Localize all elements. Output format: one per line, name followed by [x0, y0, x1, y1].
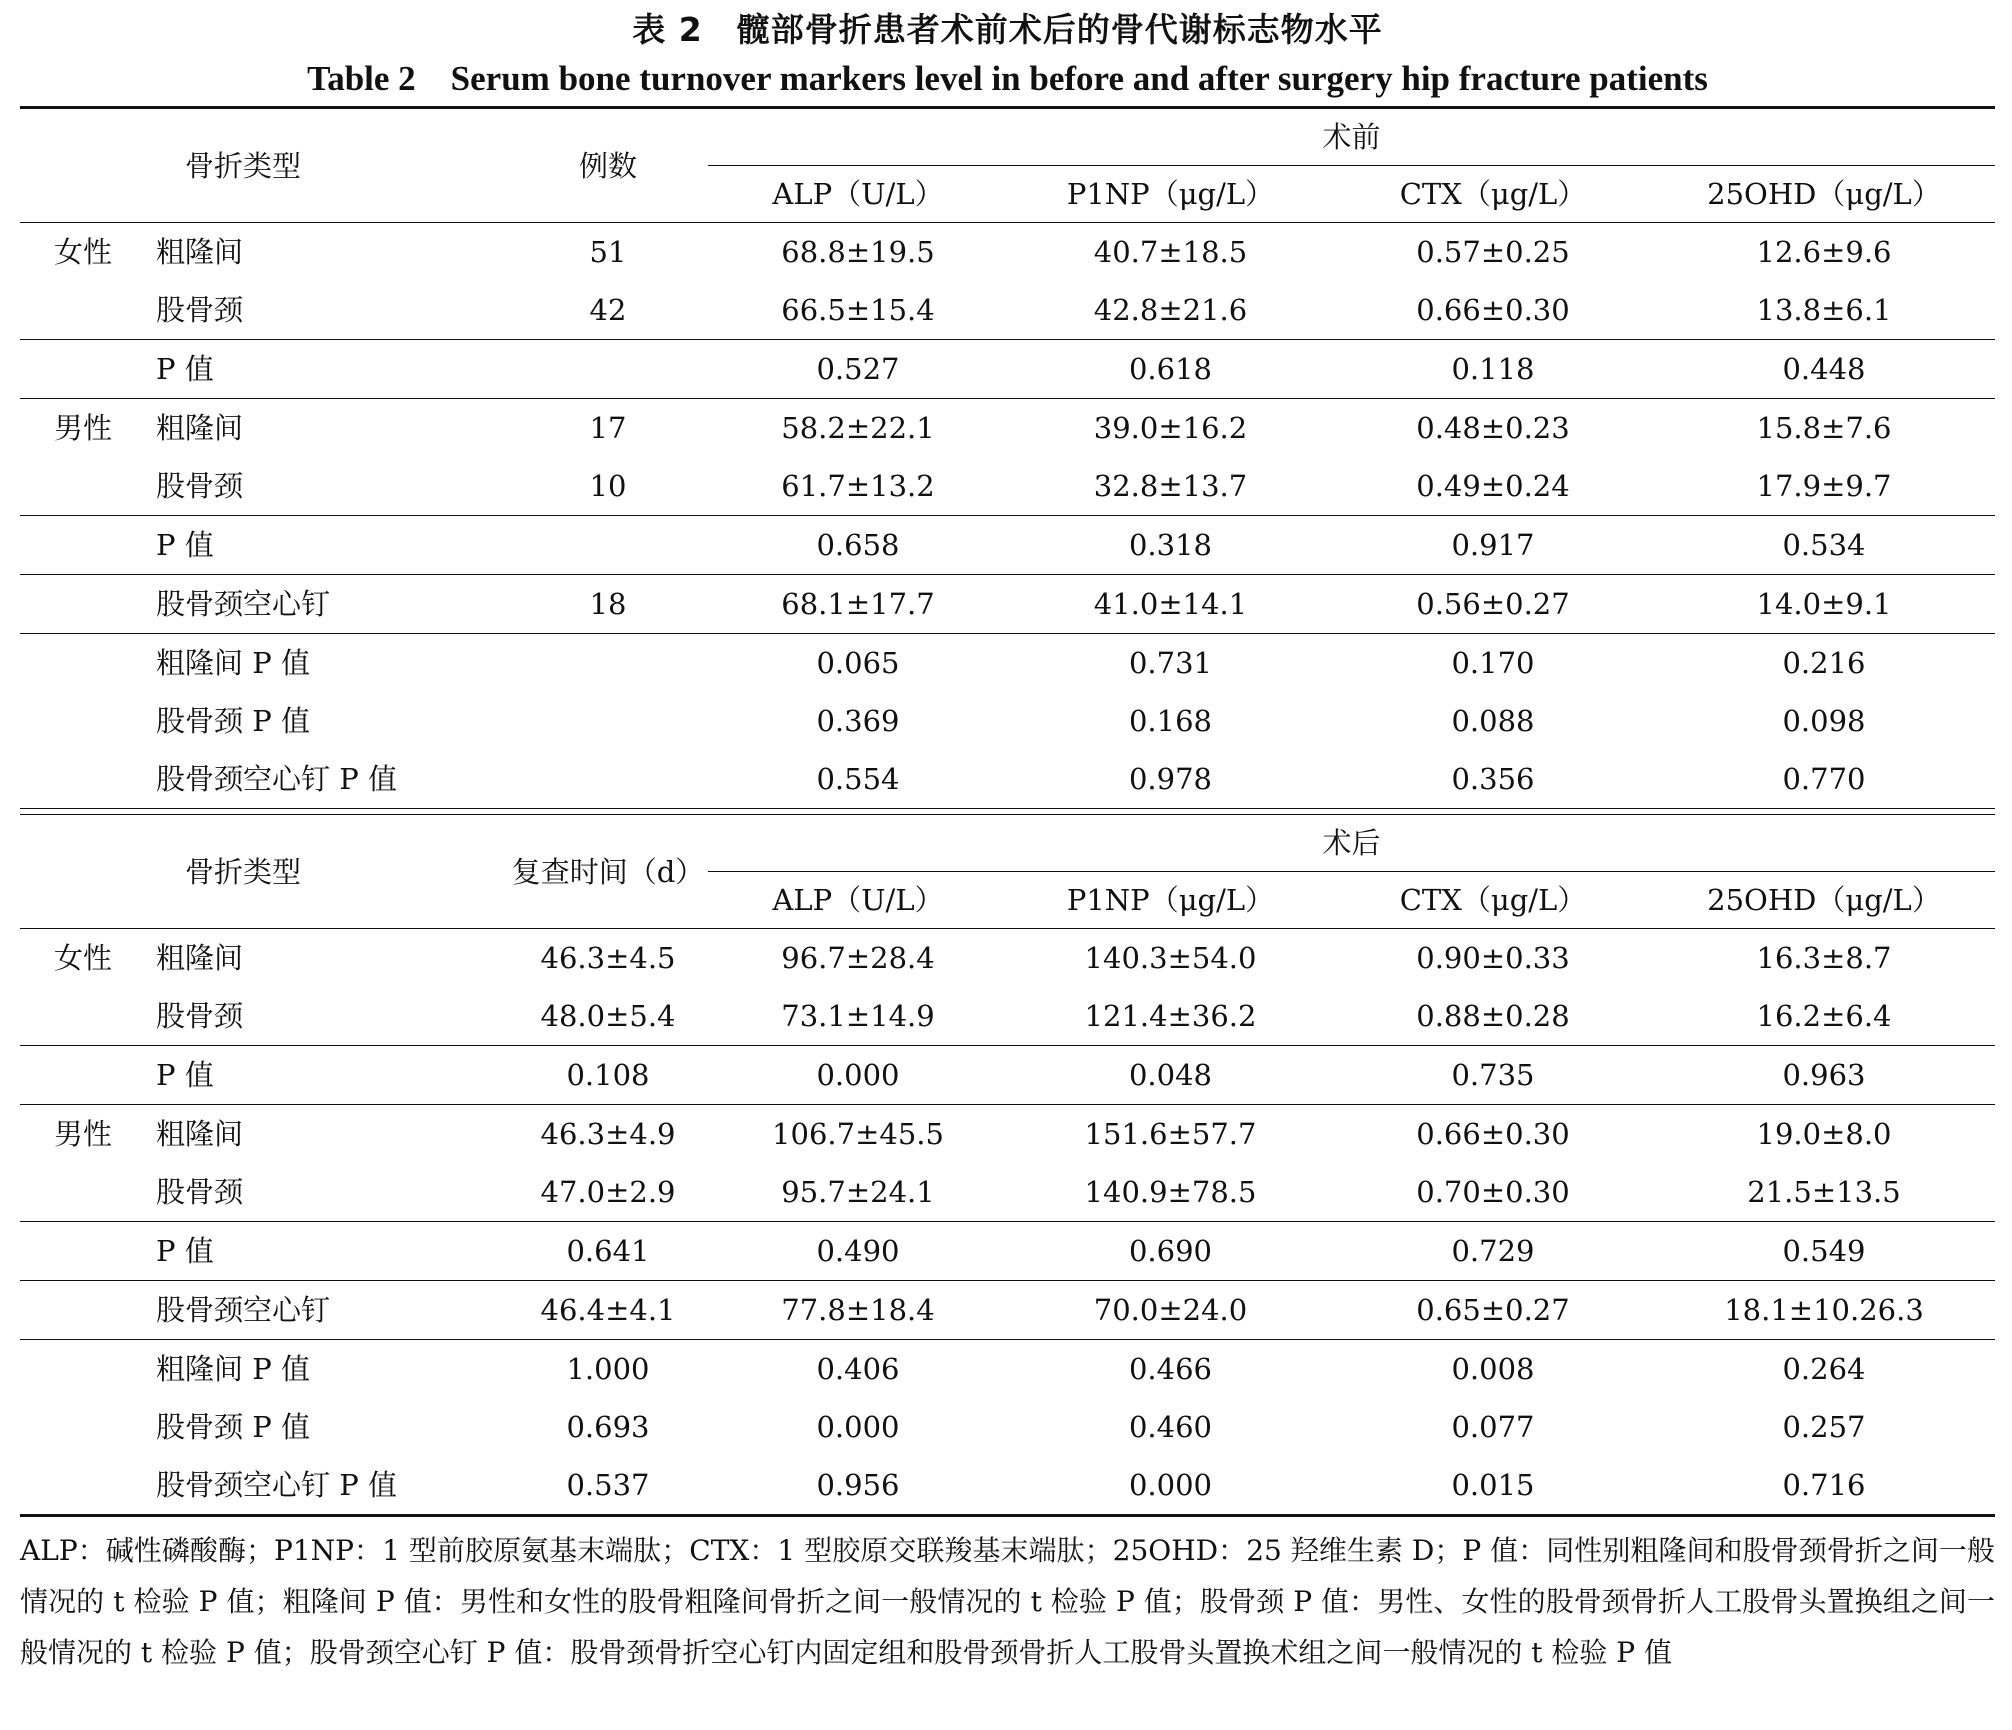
gender-cell	[20, 1046, 148, 1105]
fracture-type-cell: P 值	[148, 340, 508, 399]
value-cell: 0.554	[816, 762, 900, 796]
table-row	[20, 281, 1995, 340]
column-header: P1NP（μg/L）	[1066, 177, 1275, 211]
column-header: ALP（U/L）	[772, 883, 944, 917]
value-cell: 0.731	[1008, 634, 1333, 693]
time-cell: 0.641	[508, 1222, 708, 1281]
value-cell: 0.015	[1333, 1456, 1653, 1516]
fracture-type-cell: 粗隆间	[148, 399, 508, 458]
gender-cell	[20, 457, 148, 516]
value-cell: 61.7±13.2	[781, 469, 935, 503]
count-cell: 10	[589, 469, 627, 503]
value-cell: 0.356	[1451, 762, 1535, 796]
value-cell: 0.490	[708, 1222, 1008, 1281]
table-title-en: Table 2 Serum bone turnover markers level in before and after surgery hip fracture patients	[307, 59, 1708, 98]
value-cell: 39.0±16.2	[1008, 399, 1333, 458]
table-row	[20, 634, 1995, 693]
value-cell: 0.318	[1008, 516, 1333, 575]
fracture-type-cell: 股骨颈	[156, 999, 244, 1033]
count-cell: 51	[508, 223, 708, 282]
table-row	[20, 929, 1995, 988]
time-cell: 0.108	[508, 1046, 708, 1105]
value-cell: 0.527	[708, 340, 1008, 399]
gender-cell	[20, 575, 148, 634]
gender-cell	[20, 281, 148, 340]
count-cell	[508, 750, 708, 809]
value-cell: 0.90±0.33	[1333, 929, 1653, 988]
value-cell: 0.466	[1008, 1340, 1333, 1399]
gender-cell	[20, 634, 148, 693]
value-cell: 0.000	[816, 1410, 900, 1444]
type-header: 骨折类型	[20, 108, 508, 223]
count-header: 例数	[508, 108, 708, 223]
table-row	[20, 750, 1995, 809]
time-cell: 46.3±4.5	[508, 929, 708, 988]
value-cell: 0.618	[1008, 340, 1333, 399]
count-cell: 42	[589, 293, 627, 327]
value-cell: 140.3±54.0	[1008, 929, 1333, 988]
count-cell: 17	[508, 399, 708, 458]
value-cell: 0.65±0.27	[1333, 1281, 1653, 1340]
value-cell: 0.168	[1128, 704, 1213, 738]
value-cell: 0.49±0.24	[1416, 469, 1570, 503]
value-cell: 106.7±45.5	[708, 1105, 1008, 1164]
gender-cell	[20, 1281, 148, 1340]
table-row	[20, 1105, 1995, 1164]
time-cell: 0.537	[508, 1456, 708, 1516]
column-header: ALP（U/L）	[772, 177, 944, 211]
value-cell: 0.48±0.23	[1333, 399, 1653, 458]
fracture-type-cell: P 值	[148, 1046, 508, 1105]
table-row	[20, 516, 1995, 575]
value-cell: 19.0±8.0	[1653, 1105, 1995, 1164]
count-cell	[508, 340, 708, 399]
fracture-type-cell: 股骨颈空心钉	[148, 575, 508, 634]
column-header: 25OHD（μg/L）	[1707, 177, 1941, 211]
value-cell: 0.56±0.27	[1333, 575, 1653, 634]
table-row	[20, 987, 1995, 1046]
fracture-type-cell: 粗隆间	[148, 929, 508, 988]
value-cell: 13.8±6.1	[1756, 293, 1892, 327]
value-cell: 140.9±78.5	[1084, 1175, 1257, 1209]
value-cell: 0.406	[708, 1340, 1008, 1399]
fracture-type-cell: 粗隆间 P 值	[148, 634, 508, 693]
value-cell: 0.534	[1653, 516, 1995, 575]
value-cell: 42.8±21.6	[1093, 293, 1248, 327]
gender-cell	[20, 1340, 148, 1399]
value-cell: 12.6±9.6	[1653, 223, 1995, 282]
value-cell: 0.716	[1653, 1456, 1995, 1516]
gender-cell	[20, 1222, 148, 1281]
value-cell: 0.098	[1782, 704, 1866, 738]
time-cell: 46.3±4.9	[508, 1105, 708, 1164]
gender-cell	[20, 987, 148, 1046]
table-footnote: ALP：碱性磷酸酶；P1NP：1 型前胶原氨基末端肽；CTX：1 型胶原交联羧基末端肽；25OHD：25 羟维生素 D；P 值：同性别粗隆间和股骨颈骨折之间一般情况的 t 检验 P 值；粗隆间 P 值：男性和女性的股骨粗隆间骨折之间一般情况的 t 检验 P 值；股骨颈 P 值：男性、女性的股骨颈骨折人工股骨头置换组之间一般情况的 t 检验 P 值；股骨颈空心钉 P 值：股骨颈骨折空心钉内固定组和股骨颈骨折人工股骨头置换术组之间一般情况的 t 检验 P 值	[20, 1534, 1995, 1669]
value-cell: 0.66±0.30	[1416, 293, 1570, 327]
value-cell: 58.2±22.1	[708, 399, 1008, 458]
value-cell: 14.0±9.1	[1653, 575, 1995, 634]
value-cell: 0.917	[1333, 516, 1653, 575]
value-cell: 96.7±28.4	[708, 929, 1008, 988]
value-cell: 16.3±8.7	[1653, 929, 1995, 988]
table-row	[20, 1163, 1995, 1222]
value-cell: 0.000	[1008, 1456, 1333, 1516]
time-cell: 1.000	[508, 1340, 708, 1399]
table-row	[20, 1456, 1995, 1516]
time-cell: 48.0±5.4	[540, 999, 676, 1033]
value-cell: 0.66±0.30	[1333, 1105, 1653, 1164]
fracture-type-cell: 股骨颈 P 值	[156, 704, 310, 738]
value-cell: 0.448	[1653, 340, 1995, 399]
gender-cell: 男性	[20, 399, 148, 458]
value-cell: 0.369	[816, 704, 900, 738]
value-cell: 95.7±24.1	[781, 1175, 935, 1209]
table-row	[20, 457, 1995, 516]
value-cell: 0.264	[1653, 1340, 1995, 1399]
table-row	[20, 575, 1995, 634]
time-cell: 46.4±4.1	[508, 1281, 708, 1340]
column-header: P1NP（μg/L）	[1066, 883, 1275, 917]
time-header: 复查时间（d）	[511, 854, 705, 889]
value-cell: 0.216	[1653, 634, 1995, 693]
column-header: CTX（μg/L）	[1399, 883, 1587, 917]
table-row	[20, 1046, 1995, 1105]
value-cell: 0.088	[1451, 704, 1535, 738]
value-cell: 0.048	[1008, 1046, 1333, 1105]
value-cell: 0.978	[1128, 762, 1213, 796]
table-row	[20, 1398, 1995, 1456]
gender-cell: 女性	[20, 223, 148, 282]
value-cell: 18.1±10.26.3	[1653, 1281, 1995, 1340]
value-cell: 73.1±14.9	[781, 999, 935, 1033]
gender-cell	[20, 1398, 148, 1456]
count-cell	[508, 692, 708, 750]
fracture-type-cell: 粗隆间	[148, 223, 508, 282]
value-cell: 0.549	[1653, 1222, 1995, 1281]
count-cell: 18	[508, 575, 708, 634]
fracture-type-cell: 股骨颈空心钉 P 值	[148, 1456, 508, 1516]
value-cell: 41.0±14.1	[1008, 575, 1333, 634]
table-row	[20, 1222, 1995, 1281]
value-cell: 0.008	[1333, 1340, 1653, 1399]
gender-cell	[20, 1456, 148, 1516]
gender-cell	[20, 750, 148, 809]
fracture-type-cell: 股骨颈	[156, 293, 244, 327]
value-cell: 21.5±13.5	[1747, 1175, 1901, 1209]
fracture-type-cell: 股骨颈空心钉 P 值	[156, 762, 397, 796]
column-header: CTX（μg/L）	[1399, 177, 1587, 211]
value-cell: 0.170	[1333, 634, 1653, 693]
fracture-type-cell: 股骨颈空心钉	[148, 1281, 508, 1340]
table-title-cn: 表 2 髋部骨折患者术前术后的骨代谢标志物水平	[632, 10, 1383, 49]
gender-cell	[20, 692, 148, 750]
value-cell: 70.0±24.0	[1008, 1281, 1333, 1340]
count-cell	[508, 634, 708, 693]
value-cell: 68.8±19.5	[708, 223, 1008, 282]
value-cell: 0.729	[1333, 1222, 1653, 1281]
gender-cell	[20, 1163, 148, 1222]
value-cell: 0.88±0.28	[1416, 999, 1570, 1033]
value-cell: 77.8±18.4	[708, 1281, 1008, 1340]
column-header: 25OHD（μg/L）	[1707, 883, 1941, 917]
value-cell: 0.658	[708, 516, 1008, 575]
value-cell: 0.735	[1333, 1046, 1653, 1105]
group-header: 术前	[708, 108, 1995, 166]
table-row	[20, 399, 1995, 458]
group-header: 术后	[708, 815, 1995, 872]
value-cell: 0.118	[1333, 340, 1653, 399]
time-cell: 47.0±2.9	[540, 1175, 676, 1209]
value-cell: 0.460	[1128, 1410, 1213, 1444]
value-cell: 32.8±13.7	[1093, 469, 1248, 503]
value-cell: 16.2±6.4	[1756, 999, 1892, 1033]
value-cell: 0.000	[708, 1046, 1008, 1105]
value-cell: 0.70±0.30	[1416, 1175, 1570, 1209]
value-cell: 0.770	[1782, 762, 1866, 796]
table-row	[20, 692, 1995, 750]
gender-cell	[20, 516, 148, 575]
count-cell	[508, 516, 708, 575]
table-row	[20, 223, 1995, 282]
value-cell: 17.9±9.7	[1756, 469, 1892, 503]
fracture-type-cell: 股骨颈	[156, 1175, 244, 1209]
value-cell: 0.065	[708, 634, 1008, 693]
value-cell: 0.57±0.25	[1333, 223, 1653, 282]
type-header: 骨折类型	[185, 854, 302, 889]
fracture-type-cell: 股骨颈	[156, 469, 244, 503]
value-cell: 0.257	[1782, 1410, 1866, 1444]
table-row	[20, 1340, 1995, 1399]
table-page	[20, 0, 1995, 1678]
bone-markers-table	[20, 106, 1995, 1517]
value-cell: 68.1±17.7	[708, 575, 1008, 634]
fracture-type-cell: 股骨颈 P 值	[156, 1410, 310, 1444]
fracture-type-cell: 粗隆间 P 值	[148, 1340, 508, 1399]
gender-cell: 女性	[20, 929, 148, 988]
value-cell: 0.690	[1008, 1222, 1333, 1281]
value-cell: 66.5±15.4	[781, 293, 935, 327]
value-cell: 15.8±7.6	[1653, 399, 1995, 458]
value-cell: 40.7±18.5	[1008, 223, 1333, 282]
pre-header-row	[20, 108, 1995, 166]
fracture-type-cell: 粗隆间	[148, 1105, 508, 1164]
fracture-type-cell: P 值	[148, 516, 508, 575]
post-header-row	[20, 815, 1995, 872]
value-cell: 151.6±57.7	[1008, 1105, 1333, 1164]
fracture-type-cell: P 值	[148, 1222, 508, 1281]
value-cell: 0.077	[1451, 1410, 1535, 1444]
value-cell: 0.963	[1653, 1046, 1995, 1105]
gender-cell	[20, 340, 148, 399]
gender-cell: 男性	[20, 1105, 148, 1164]
table-row	[20, 340, 1995, 399]
value-cell: 0.956	[708, 1456, 1008, 1516]
value-cell: 121.4±36.2	[1084, 999, 1257, 1033]
time-cell: 0.693	[566, 1410, 650, 1444]
table-row	[20, 1281, 1995, 1340]
